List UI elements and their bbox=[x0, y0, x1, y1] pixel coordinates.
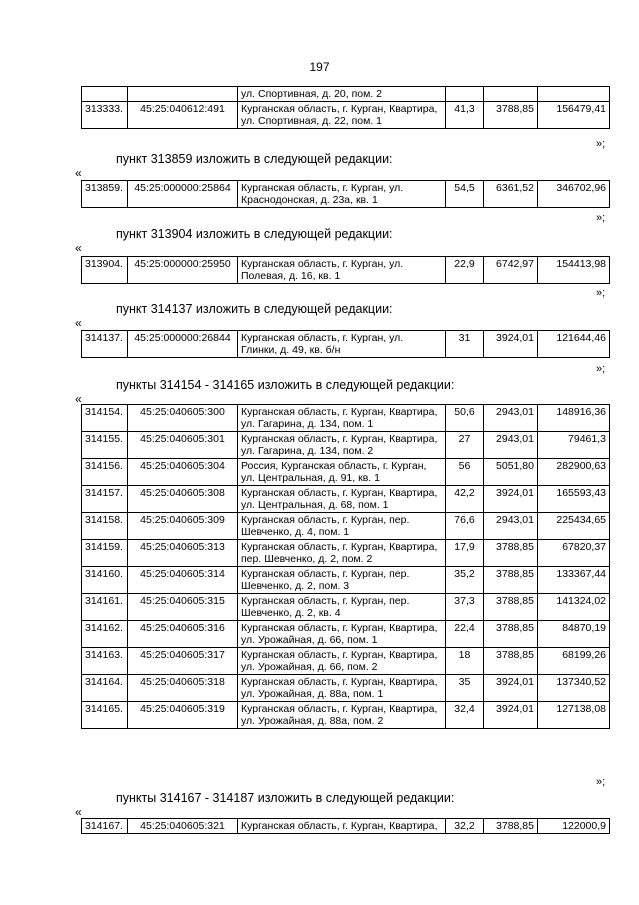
table-row bbox=[82, 331, 610, 358]
address-cell: Курганская область, г. Курган, Квартира, ул. Центральная, д. 68, пом. 1 bbox=[238, 486, 446, 513]
opening-mark: « bbox=[75, 805, 82, 819]
property-table-314167-314187 bbox=[81, 818, 610, 834]
address-cell: Курганская область, г. Курган, Квартира, ул. Спортивная, д. 22, пом. 1 bbox=[238, 102, 446, 129]
cadastral-number-cell: 45:25:040605:304 bbox=[128, 459, 238, 486]
cadastral-number-cell: 45:25:040605:314 bbox=[128, 567, 238, 594]
table-row bbox=[82, 102, 610, 129]
cadastral-value-cell: 346702,96 bbox=[538, 181, 610, 208]
area-cell: 37,3 bbox=[446, 594, 484, 621]
row-number-cell: 313904. bbox=[82, 257, 128, 284]
cadastral-number-cell: 45:25:000000:26844 bbox=[128, 331, 238, 358]
row-number-cell: 314158. bbox=[82, 513, 128, 540]
unit-price-cell: 3788,85 bbox=[484, 594, 538, 621]
unit-price-cell: 3924,01 bbox=[484, 331, 538, 358]
unit-price-cell: 3924,01 bbox=[484, 702, 538, 729]
cadastral-value-cell: 148916,36 bbox=[538, 405, 610, 432]
cadastral-value-cell: 68199,26 bbox=[538, 648, 610, 675]
area-cell: 42,2 bbox=[446, 486, 484, 513]
area-cell: 22,4 bbox=[446, 621, 484, 648]
property-table-313859 bbox=[81, 180, 610, 208]
area-cell: 41,3 bbox=[446, 102, 484, 129]
property-table-314137 bbox=[81, 330, 610, 358]
cadastral-value-cell: 141324,02 bbox=[538, 594, 610, 621]
row-number-cell: 314154. bbox=[82, 405, 128, 432]
instruction-314167-314187: пункты 314167 - 314187 изложить в следующей редакции: bbox=[116, 791, 455, 805]
cadastral-number-cell: 45:25:040605:313 bbox=[128, 540, 238, 567]
area-cell: 50,6 bbox=[446, 405, 484, 432]
cadastral-value-cell: 154413,98 bbox=[538, 257, 610, 284]
table-row bbox=[82, 257, 610, 284]
area-cell: 35 bbox=[446, 675, 484, 702]
table-row bbox=[82, 594, 610, 621]
closing-mark: »; bbox=[596, 776, 606, 788]
row-number-cell: 314160. bbox=[82, 567, 128, 594]
unit-price-cell: 3788,85 bbox=[484, 102, 538, 129]
table-row bbox=[82, 87, 610, 102]
unit-price-cell: 3924,01 bbox=[484, 675, 538, 702]
area-cell: 31 bbox=[446, 331, 484, 358]
unit-price-cell: 3788,85 bbox=[484, 540, 538, 567]
table-row bbox=[82, 181, 610, 208]
unit-price-cell: 6742,97 bbox=[484, 257, 538, 284]
unit-price-cell: 3788,85 bbox=[484, 567, 538, 594]
cadastral-value-cell: 156479,41 bbox=[538, 102, 610, 129]
row-number-cell: 314156. bbox=[82, 459, 128, 486]
address-cell: Курганская область, г. Курган, ул. Полевая, д. 16, кв. 1 bbox=[238, 257, 446, 284]
table-row bbox=[82, 702, 610, 729]
opening-mark: « bbox=[75, 241, 82, 255]
table-row bbox=[82, 567, 610, 594]
closing-mark: »; bbox=[596, 212, 606, 224]
opening-mark: « bbox=[75, 316, 82, 330]
cadastral-value-cell bbox=[538, 87, 610, 102]
address-cell: Курганская область, г. Курган, ул. Краснодонская, д. 23а, кв. 1 bbox=[238, 181, 446, 208]
cadastral-number-cell: 45:25:040605:308 bbox=[128, 486, 238, 513]
row-number-cell: 314161. bbox=[82, 594, 128, 621]
area-cell: 56 bbox=[446, 459, 484, 486]
property-table-314154-314165 bbox=[81, 404, 610, 729]
unit-price-cell: 3924,01 bbox=[484, 486, 538, 513]
table-row bbox=[82, 819, 610, 834]
table-row bbox=[82, 486, 610, 513]
unit-price-cell: 2943,01 bbox=[484, 405, 538, 432]
row-number-cell: 314159. bbox=[82, 540, 128, 567]
row-number-cell bbox=[82, 87, 128, 102]
row-number-cell: 314137. bbox=[82, 331, 128, 358]
row-number-cell: 314163. bbox=[82, 648, 128, 675]
table-row bbox=[82, 648, 610, 675]
address-cell: Курганская область, г. Курган, Квартира, ул. Урожайная, д. 88а, пом. 2 bbox=[238, 702, 446, 729]
cadastral-number-cell: 45:25:040612:491 bbox=[128, 102, 238, 129]
area-cell: 18 bbox=[446, 648, 484, 675]
area-cell: 27 bbox=[446, 432, 484, 459]
cadastral-number-cell: 45:25:040605:315 bbox=[128, 594, 238, 621]
table-row bbox=[82, 621, 610, 648]
unit-price-cell bbox=[484, 87, 538, 102]
cadastral-value-cell: 225434,65 bbox=[538, 513, 610, 540]
table-row bbox=[82, 432, 610, 459]
cadastral-number-cell bbox=[128, 87, 238, 102]
page-number: 197 bbox=[309, 60, 330, 74]
cadastral-number-cell: 45:25:040605:309 bbox=[128, 513, 238, 540]
row-number-cell: 314165. bbox=[82, 702, 128, 729]
closing-mark: »; bbox=[596, 363, 606, 375]
address-cell: Курганская область, г. Курган, пер. Шевченко, д. 4, пом. 1 bbox=[238, 513, 446, 540]
cadastral-number-cell: 45:25:040605:318 bbox=[128, 675, 238, 702]
unit-price-cell: 2943,01 bbox=[484, 513, 538, 540]
instruction-313904: пункт 313904 изложить в следующей редакции: bbox=[116, 227, 393, 241]
unit-price-cell: 3788,85 bbox=[484, 819, 538, 834]
cadastral-number-cell: 45:25:040605:321 bbox=[128, 819, 238, 834]
cadastral-value-cell: 127138,08 bbox=[538, 702, 610, 729]
row-number-cell: 314157. bbox=[82, 486, 128, 513]
row-number-cell: 313859. bbox=[82, 181, 128, 208]
address-cell: Курганская область, г. Курган, Квартира, ул. Урожайная, д. 66, пом. 1 bbox=[238, 621, 446, 648]
closing-mark: »; bbox=[596, 287, 606, 299]
cadastral-number-cell: 45:25:040605:301 bbox=[128, 432, 238, 459]
unit-price-cell: 6361,52 bbox=[484, 181, 538, 208]
cadastral-value-cell: 121644,46 bbox=[538, 331, 610, 358]
table-row bbox=[82, 675, 610, 702]
cadastral-value-cell: 282900,63 bbox=[538, 459, 610, 486]
area-cell: 54,5 bbox=[446, 181, 484, 208]
row-number-cell: 314162. bbox=[82, 621, 128, 648]
unit-price-cell: 3788,85 bbox=[484, 648, 538, 675]
property-table-0 bbox=[81, 86, 610, 129]
table-row bbox=[82, 513, 610, 540]
area-cell: 32,4 bbox=[446, 702, 484, 729]
cadastral-number-cell: 45:25:040605:317 bbox=[128, 648, 238, 675]
cadastral-value-cell: 84870,19 bbox=[538, 621, 610, 648]
cadastral-number-cell: 45:25:040605:319 bbox=[128, 702, 238, 729]
area-cell: 17,9 bbox=[446, 540, 484, 567]
instruction-314137: пункт 314137 изложить в следующей редакции: bbox=[116, 302, 393, 316]
address-cell: Курганская область, г. Курган, Квартира, ул. Урожайная, д. 88а, пом. 1 bbox=[238, 675, 446, 702]
table-row bbox=[82, 459, 610, 486]
opening-mark: « bbox=[75, 166, 82, 180]
area-cell: 22,9 bbox=[446, 257, 484, 284]
instruction-314154-314165: пункты 314154 - 314165 изложить в следующей редакции: bbox=[116, 378, 455, 392]
address-cell: Курганская область, г. Курган, Квартира, bbox=[238, 819, 446, 834]
table-row bbox=[82, 405, 610, 432]
row-number-cell: 314164. bbox=[82, 675, 128, 702]
unit-price-cell: 2943,01 bbox=[484, 432, 538, 459]
cadastral-value-cell: 137340,52 bbox=[538, 675, 610, 702]
cadastral-value-cell: 133367,44 bbox=[538, 567, 610, 594]
cadastral-value-cell: 67820,37 bbox=[538, 540, 610, 567]
cadastral-value-cell: 79461,3 bbox=[538, 432, 610, 459]
address-cell: Курганская область, г. Курган, Квартира, ул. Гагарина, д. 134, пом. 2 bbox=[238, 432, 446, 459]
property-table-313904 bbox=[81, 256, 610, 284]
area-cell: 76,6 bbox=[446, 513, 484, 540]
address-cell: Курганская область, г. Курган, пер. Шевченко, д. 2, кв. 4 bbox=[238, 594, 446, 621]
instruction-313859: пункт 313859 изложить в следующей редакции: bbox=[116, 152, 393, 166]
cadastral-value-cell: 165593,43 bbox=[538, 486, 610, 513]
closing-mark: »; bbox=[596, 138, 606, 150]
cadastral-number-cell: 45:25:000000:25950 bbox=[128, 257, 238, 284]
address-cell: ул. Спортивная, д. 20, пом. 2 bbox=[238, 87, 446, 102]
row-number-cell: 314155. bbox=[82, 432, 128, 459]
area-cell bbox=[446, 87, 484, 102]
address-cell: Россия, Курганская область, г. Курган, ул. Центральная, д. 91, кв. 1 bbox=[238, 459, 446, 486]
address-cell: Курганская область, г. Курган, пер. Шевченко, д. 2, пом. 3 bbox=[238, 567, 446, 594]
address-cell: Курганская область, г. Курган, Квартира, ул. Урожайная, д. 66, пом. 2 bbox=[238, 648, 446, 675]
unit-price-cell: 5051,80 bbox=[484, 459, 538, 486]
cadastral-number-cell: 45:25:040605:300 bbox=[128, 405, 238, 432]
address-cell: Курганская область, г. Курган, Квартира, пер. Шевченко, д. 2, пом. 2 bbox=[238, 540, 446, 567]
row-number-cell: 314167. bbox=[82, 819, 128, 834]
address-cell: Курганская область, г. Курган, Квартира, ул. Гагарина, д. 134, пом. 1 bbox=[238, 405, 446, 432]
row-number-cell: 313333. bbox=[82, 102, 128, 129]
cadastral-number-cell: 45:25:040605:316 bbox=[128, 621, 238, 648]
cadastral-value-cell: 122000,9 bbox=[538, 819, 610, 834]
opening-mark: « bbox=[75, 392, 82, 406]
address-cell: Курганская область, г. Курган, ул. Глинки, д. 49, кв. б/н bbox=[238, 331, 446, 358]
area-cell: 32,2 bbox=[446, 819, 484, 834]
table-row bbox=[82, 540, 610, 567]
area-cell: 35,2 bbox=[446, 567, 484, 594]
cadastral-number-cell: 45:25:000000:25864 bbox=[128, 181, 238, 208]
unit-price-cell: 3788,85 bbox=[484, 621, 538, 648]
